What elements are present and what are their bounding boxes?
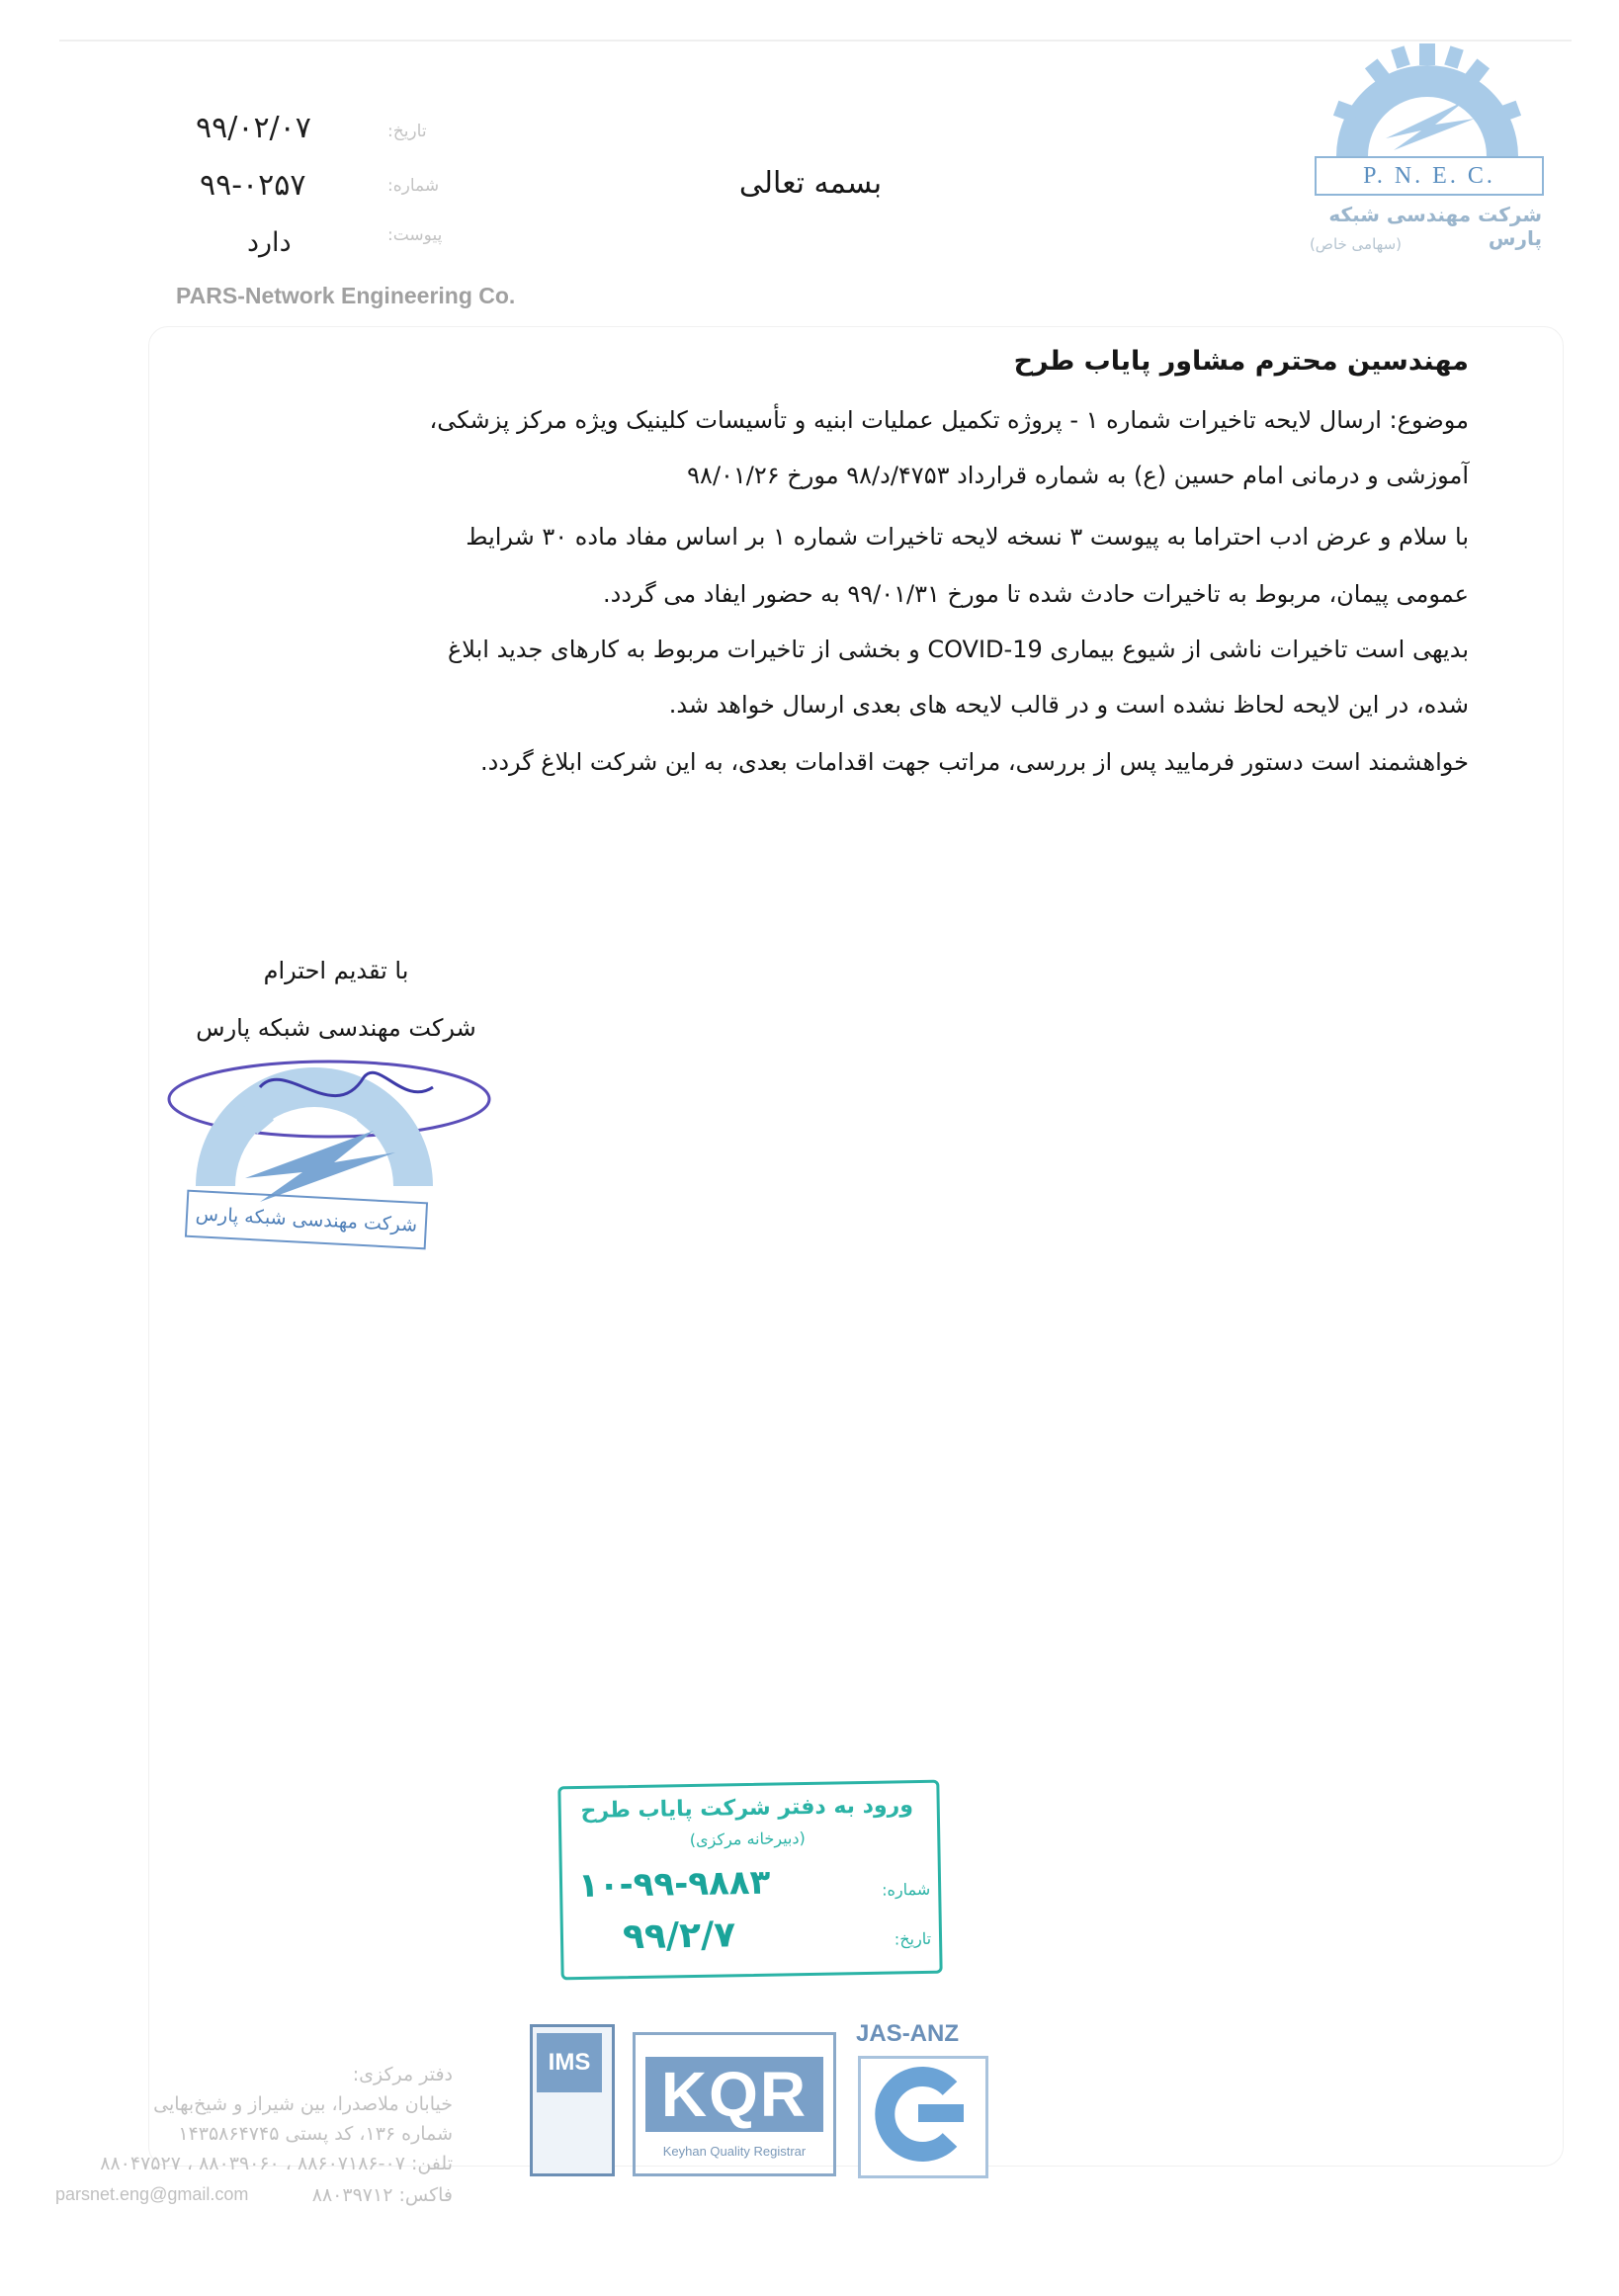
ims-cert-badge bbox=[530, 2024, 615, 2176]
paragraph-2-line-1: بدیهی است تاخیرات ناشی از شیوع بیماری COVID-19 و بخشی از تاخیرات مربوط به کارهای جدید ابلاغ bbox=[447, 636, 1469, 663]
seal-text: شرکت مهندسی شبکه پارس bbox=[185, 1190, 428, 1250]
receipt-date-value: ۹۹/۲/۷ bbox=[622, 1914, 736, 1958]
logo-company-type: (سهامی خاص) bbox=[1309, 235, 1402, 253]
subject-line-2: آموزشی و درمانی امام حسین (ع) به شماره قرارداد ۴۷۵۳/د/۹۸ مورخ ۹۸/۰۱/۲۶ bbox=[687, 462, 1469, 489]
paragraph-1-line-1: با سلام و عرض ادب احتراما به پیوست ۳ نسخه لایحه تاخیرات شماره ۱ بر اساس مفاد ماده ۳۰ شرایط bbox=[466, 523, 1469, 551]
footer-email: parsnet.eng@gmail.com bbox=[55, 2184, 249, 2204]
date-label: تاریخ: bbox=[387, 122, 427, 141]
recipient: مهندسین محترم مشاور پایاب طرح bbox=[1013, 346, 1469, 377]
jasanz-cert-badge bbox=[858, 2056, 988, 2178]
footer-phone: تلفن: ۰۷-۸۸۶۰۷۱۸۶ ، ۸۸۰۳۹۰۶۰ ، ۸۸۰۴۷۵۲۷ bbox=[100, 2153, 453, 2174]
number-value: ۹۹-۰۲۵۷ bbox=[200, 168, 306, 203]
jasanz-cert-label: JAS-ANZ bbox=[856, 2020, 960, 2047]
paragraph-3: خواهشمند است دستور فرمایید پس از بررسی، مراتب جهت اقدامات بعدی، به این شرکت ابلاغ گردد. bbox=[480, 748, 1469, 776]
paragraph-2-line-2: شده، در این لایحه لحاظ نشده است و در قالب لایحه های بعدی ارسال خواهد شد. bbox=[668, 691, 1469, 719]
footer-address-line-1: خیابان ملاصدرا، بین شیراز و شیخ‌بهایی bbox=[153, 2093, 453, 2115]
closing-regards: با تقدیم احترام bbox=[263, 957, 409, 984]
receipt-date-label: تاریخ: bbox=[894, 1928, 932, 1949]
jasanz-c-icon bbox=[861, 2059, 980, 2169]
paragraph-1-line-2: عمومی پیمان، مربوط به تاخیرات حادث شده تا مورخ ۹۹/۰۱/۳۱ به حضور ایفاد می گردد. bbox=[603, 580, 1469, 608]
kqr-cert-label: KQR bbox=[645, 2057, 823, 2132]
company-seal bbox=[166, 1048, 502, 1255]
ims-cert-label: IMS bbox=[548, 2049, 591, 2076]
logo-abbrev: P. N. E. C. bbox=[1315, 156, 1544, 196]
closing-signatory: شرکت مهندسی شبکه پارس bbox=[196, 1014, 476, 1042]
receipt-stamp-title: ورود به دفتر شرکت پایاب طرح bbox=[580, 1793, 914, 1824]
footer-office-label: دفتر مرکزی: bbox=[352, 2064, 453, 2085]
number-label: شماره: bbox=[387, 176, 440, 196]
gear-logo-icon bbox=[1317, 40, 1538, 156]
attachment-label: پیوست: bbox=[387, 225, 443, 245]
subject-line-1: موضوع: ارسال لایحه تاخیرات شماره ۱ - پروژه تکمیل عملیات ابنیه و تأسیسات کلینیک ویژه مرکز پزشکی، bbox=[429, 406, 1469, 434]
kqr-cert-sub: Keyhan Quality Registrar bbox=[662, 2144, 807, 2159]
footer-address-line-2: شماره ۱۳۶، کد پستی ۱۴۳۵۸۶۴۷۴۵ bbox=[178, 2123, 453, 2145]
date-value: ۹۹/۰۲/۰۷ bbox=[196, 111, 311, 145]
logo-company-name: شرکت مهندسی شبکه پارس bbox=[1328, 203, 1542, 250]
kqr-cert-badge bbox=[633, 2032, 836, 2176]
company-logo bbox=[1317, 40, 1538, 156]
receipt-stamp-subtitle: (دبیرخانه مرکزی) bbox=[689, 1828, 806, 1850]
footer-fax: فاکس: ۸۸۰۳۹۷۱۲ bbox=[311, 2184, 453, 2206]
bismillah: بسمه تعالی bbox=[738, 166, 883, 201]
ims-cert-box bbox=[537, 2033, 602, 2092]
attachment-value: دارد bbox=[247, 227, 292, 258]
receipt-stamp bbox=[557, 1780, 942, 1981]
company-name-en: PARS-Network Engineering Co. bbox=[176, 283, 516, 308]
receipt-number-value: ۱۰-۹۹-۹۸۸۳ bbox=[577, 1862, 771, 1907]
receipt-number-label: شماره: bbox=[882, 1879, 931, 1900]
